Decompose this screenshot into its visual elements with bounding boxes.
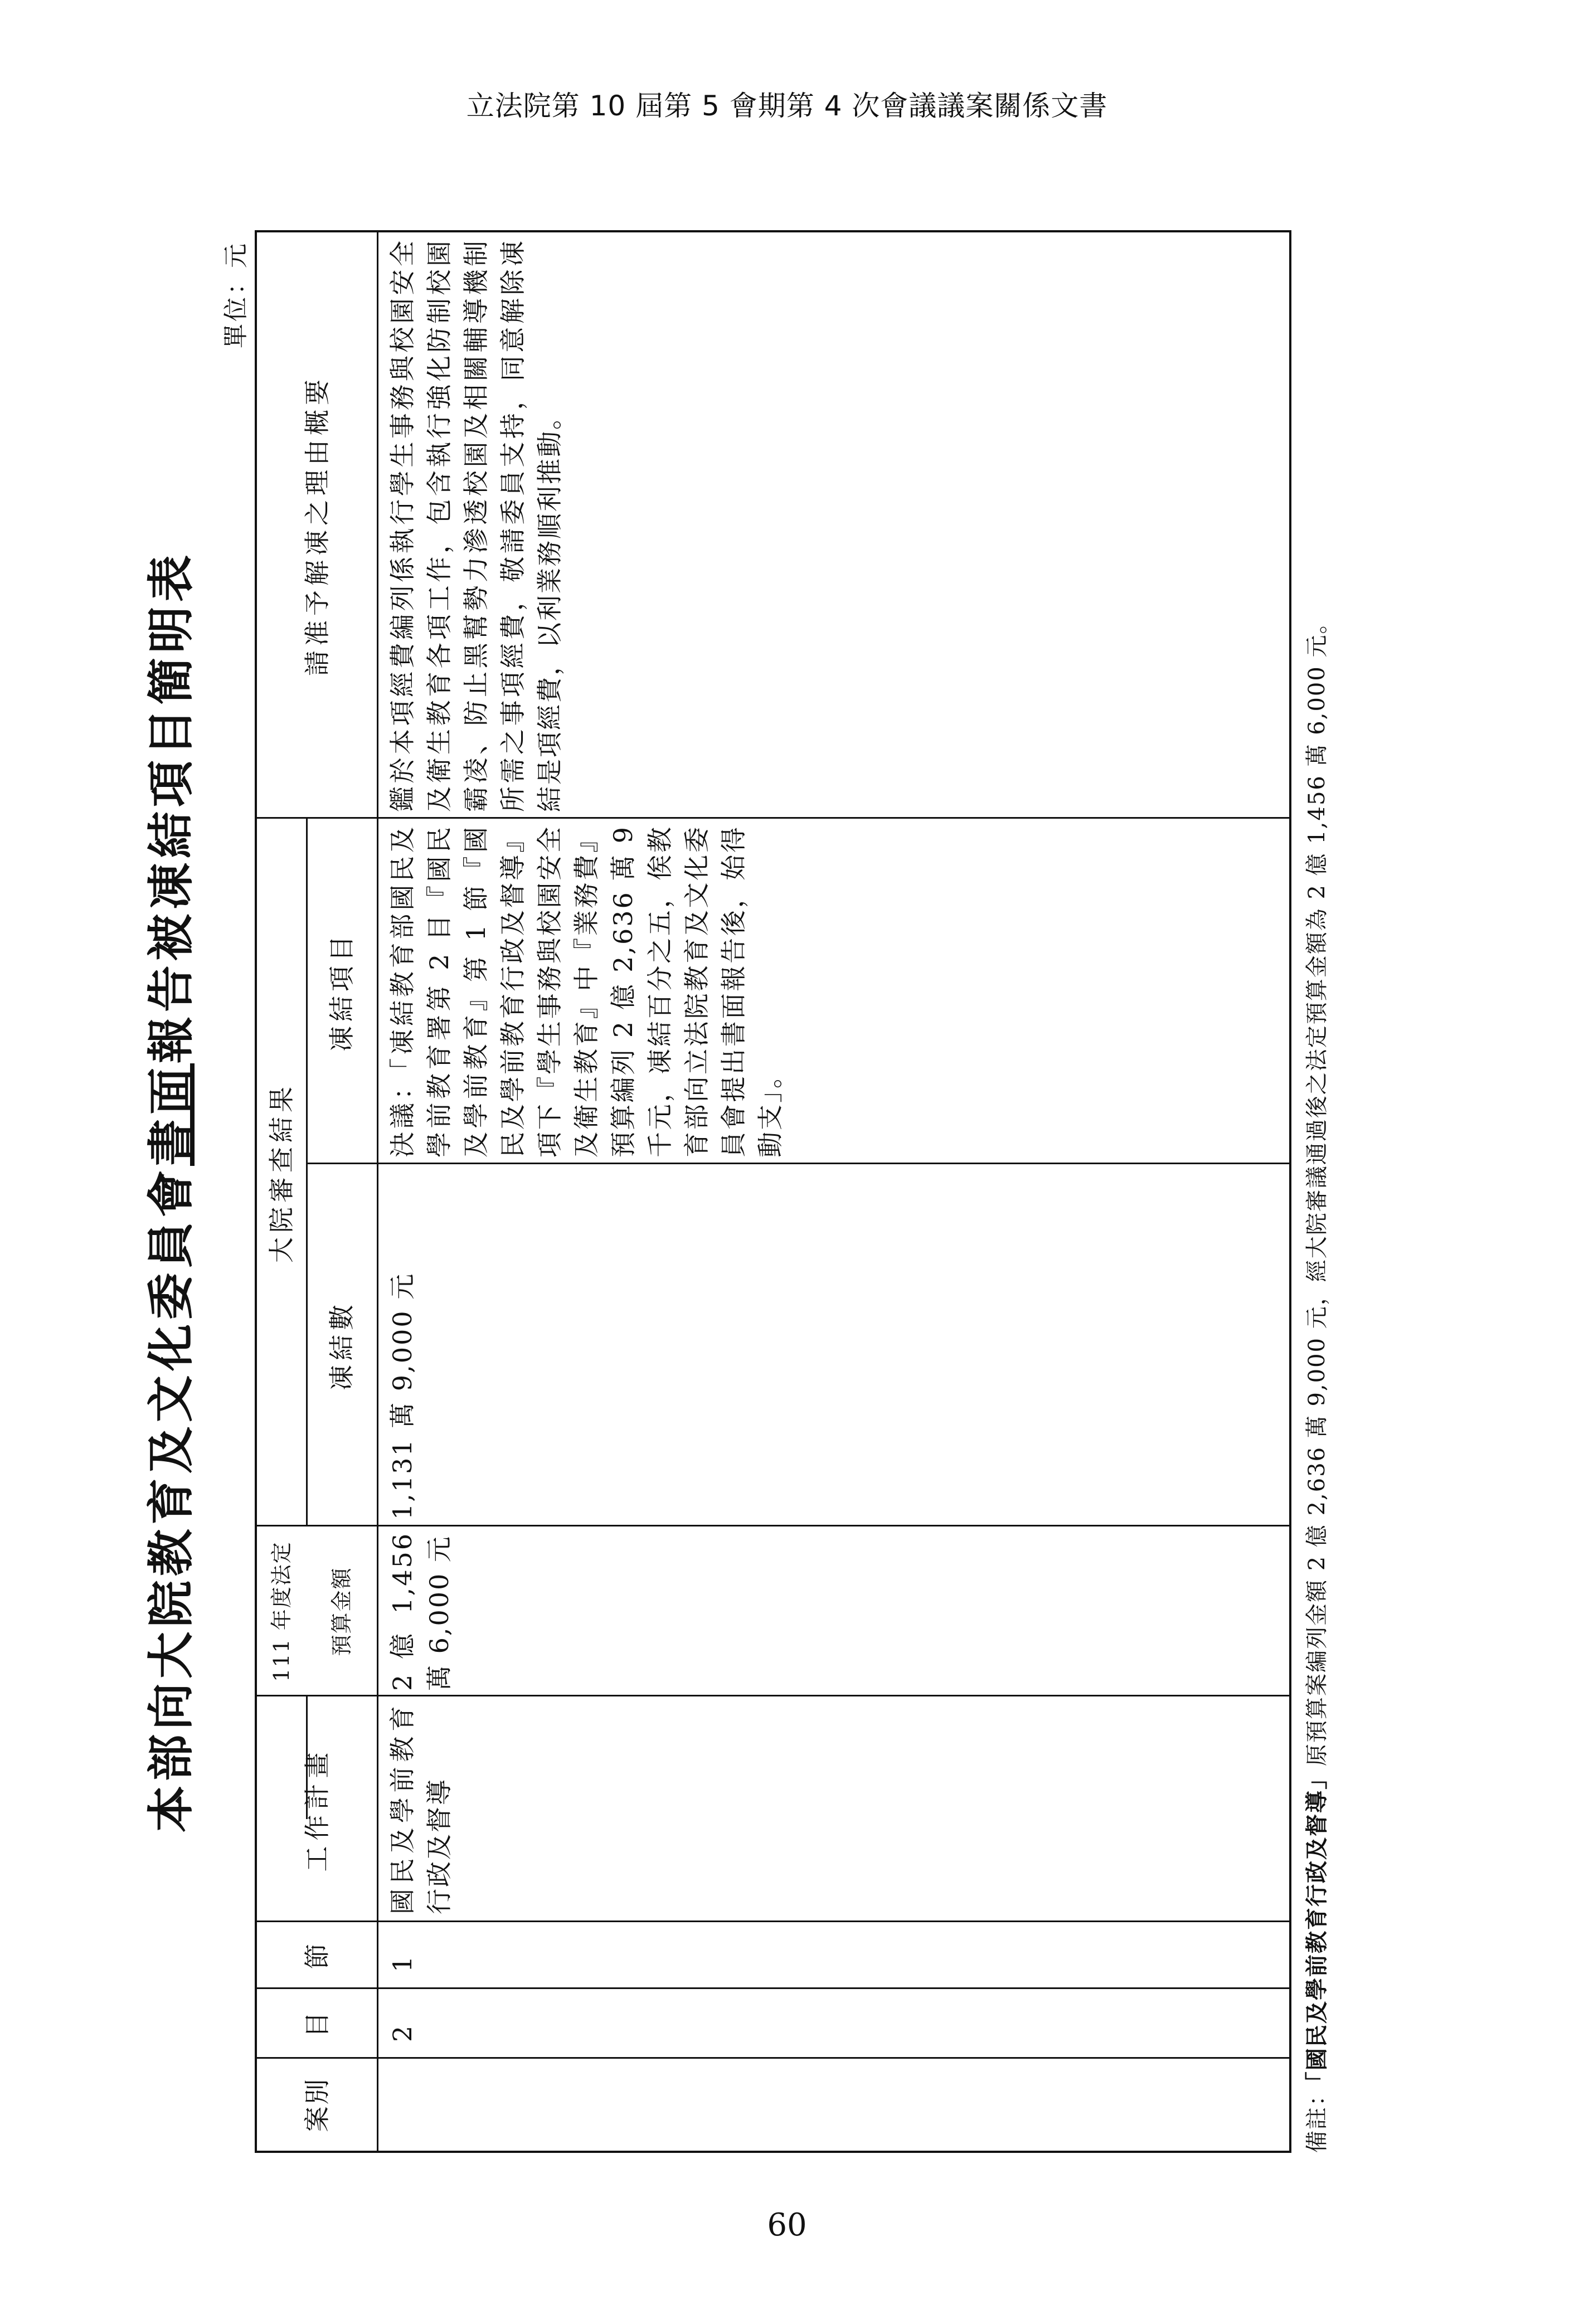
row-frozen-amount: 1,131 萬 9,000 元 xyxy=(387,1272,417,1520)
h-line-header-bottom xyxy=(377,232,378,2151)
row-reason: 鑑於本項經費編列係執行學生事務與校園安全及衛生教育各項工作，包含執行強化防制校園霸凌、防止黑幫勢力滲透校園及相關輔導機制所需之事項經費，敬請委員支持，同意解除凍結是項經費，以利業務順利推動。 xyxy=(387,239,565,812)
document-title xyxy=(143,230,199,2153)
header-work-plan: 工作計畫 xyxy=(302,1747,332,1872)
footnote-label: 備註： xyxy=(1304,2083,1330,2153)
row-item: 2 xyxy=(387,2024,417,2042)
page-header: 立法院第 10 屆第 5 會期第 4 次會議議案關係文書 xyxy=(466,90,1108,122)
title-underlined-part: 書面 xyxy=(143,1063,198,1166)
row-budget: 2 億 1,456 萬 6,000 元 xyxy=(387,1532,454,1691)
row-work-plan: 國民及學前教育行政及督導 xyxy=(387,1704,454,1914)
header-budget-bottom: 預算金額 xyxy=(329,1567,354,1656)
header-frozen-amount: 凍結數 xyxy=(326,1300,357,1390)
header-item: 目 xyxy=(302,2010,332,2038)
row-section: 1 xyxy=(387,1954,417,1972)
header-review-result: 大院審查結果 xyxy=(266,1082,297,1263)
header-frozen-items: 凍結項目 xyxy=(326,931,357,1052)
footnote-text: 原預算案編列金額 2 億 2,636 萬 9,000 元，經大院審議通過後之法定預算金額為 2 億 1,456 萬 6,000 元。 xyxy=(1304,610,1330,1766)
frozen-items-table xyxy=(255,230,1291,2153)
title-part-1: 本部向大院教育及文化委員會 xyxy=(143,1166,198,1833)
header-section: 節 xyxy=(302,1942,332,1970)
footnote xyxy=(1299,230,1331,2153)
row-case xyxy=(380,2059,388,2151)
title-part-3: 報告被凍結項目簡明表 xyxy=(143,550,198,1063)
rotated-table-sheet xyxy=(143,230,1330,2153)
header-budget-top: 111 年度法定 xyxy=(269,1541,294,1682)
row-frozen-items: 決議：「凍結教育部國民及學前教育署第 2 目『國民及學前教育』第 1 節『國民及學前教育行政及督導』項下『學生事務與校園安全及衛生教育』中『業務費』預算編列 2 億 2,636 萬 9 千元，凍結百分之五，俟教育部向立法院教育及文化委員會提出書面報告後，始得動支」。 xyxy=(387,825,785,1158)
page-number: 60 xyxy=(767,2207,807,2243)
unit-label: 單位：元 xyxy=(222,241,250,348)
header-case: 案別 xyxy=(302,2077,332,2132)
footnote-bold-part: 「國民及學前教育行政及督導」 xyxy=(1304,1766,1330,2083)
header-reason: 請准予解凍之理由概要 xyxy=(302,375,332,676)
